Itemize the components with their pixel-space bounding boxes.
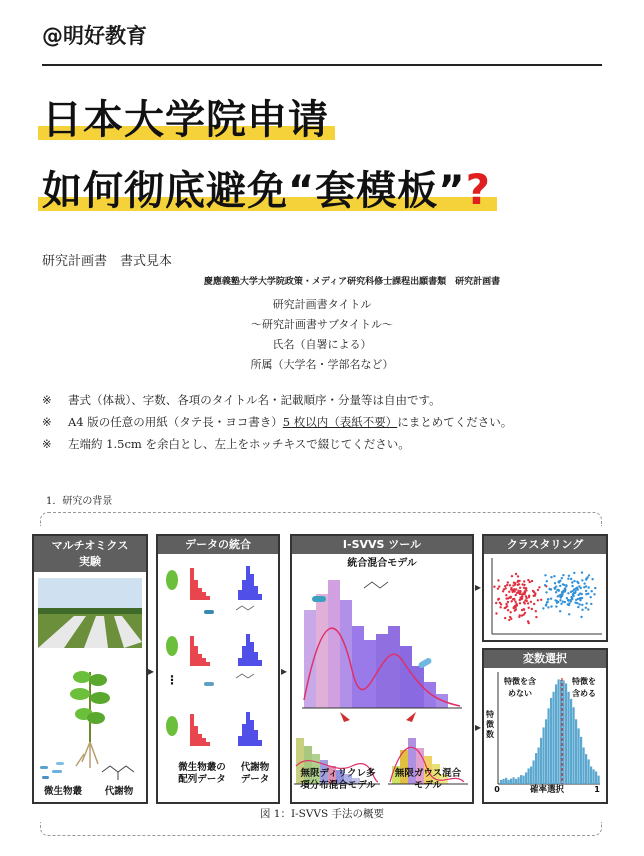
scatter-point [522, 592, 524, 594]
scatter-point [528, 607, 530, 609]
scatter-point [565, 585, 567, 587]
arrow-right-icon: ▸ [475, 580, 482, 594]
scatter-point [506, 584, 508, 586]
scatter-point [546, 580, 548, 582]
scatter-point [509, 597, 511, 599]
scatter-point [562, 601, 564, 603]
scatter-point [517, 592, 519, 594]
scatter-point [570, 578, 572, 580]
dashed-frame-bottom [40, 822, 602, 836]
scatter-point [547, 598, 549, 600]
scatter-point [519, 587, 521, 589]
cluster-scatter [484, 554, 606, 640]
panel-variable-selection-header: 変数選択 [484, 650, 606, 668]
scatter-point [517, 581, 519, 583]
scatter-point [587, 608, 589, 610]
label-microbiome-sequence: 微生物叢の 配列データ [178, 762, 226, 785]
scatter-point [574, 602, 576, 604]
scatter-point [553, 575, 555, 577]
scatter-point [521, 614, 523, 616]
histogram-bar [575, 719, 577, 784]
scatter-point [585, 578, 587, 580]
scatter-point [567, 603, 569, 605]
scatter-point [573, 580, 575, 582]
scatter-point [567, 599, 569, 601]
scatter-point [507, 609, 509, 611]
scatter-point [557, 601, 559, 603]
scatter-point [515, 605, 517, 607]
scatter-point [557, 581, 559, 583]
scatter-point [538, 586, 540, 588]
figure-caption: 図 1：I-SVVS 手法の概要 [259, 808, 385, 820]
note-paper: ※ A4 版の任意の用紙（タテ長・ヨコ書き）5 枚以内（表紙不要）にまとめてください。 [42, 415, 513, 429]
note-format: ※ 書式（体裁）、字数、各項のタイトル名・記載順序・分量等は自由です。 [42, 393, 441, 407]
scatter-point [517, 575, 519, 577]
scatter-point [544, 584, 546, 586]
scatter-point [511, 600, 513, 602]
scatter-point [553, 587, 555, 589]
scatter-point [572, 595, 574, 597]
blue-cluster [542, 571, 596, 618]
scatter-point [518, 583, 520, 585]
scatter-point [526, 597, 528, 599]
headline-line-2: 如何彻底避免“套模板”? [42, 164, 491, 217]
scatter-point [508, 591, 510, 593]
label-metabolites: 代謝物 [104, 786, 134, 797]
scatter-point [515, 608, 517, 610]
x-axis-label: 確率選択 [529, 785, 564, 795]
scatter-point [513, 607, 515, 609]
arrow-right-icon: ▸ [281, 664, 288, 678]
scatter-point [505, 597, 507, 599]
scatter-point [554, 599, 556, 601]
header-divider [42, 64, 602, 66]
scatter-point [500, 603, 502, 605]
scatter-point [524, 612, 526, 614]
scatter-point [508, 619, 510, 621]
field-photo [38, 578, 142, 648]
scatter-point [561, 592, 563, 594]
scatter-point [581, 571, 583, 573]
scatter-point [528, 596, 530, 598]
scatter-point [519, 602, 521, 604]
histogram-bar [558, 679, 560, 784]
scatter-point [497, 598, 499, 600]
scatter-point [579, 603, 581, 605]
scatter-point [557, 589, 559, 591]
panel-isvvs-tool [290, 534, 474, 804]
note-binding: ※ 左端約 1.5cm を余白とし、左上をホッチキスで綴じてください。 [42, 437, 410, 451]
scatter-point [531, 608, 533, 610]
histogram-bar [530, 767, 532, 785]
scatter-point [521, 583, 523, 585]
histogram-bar [598, 776, 600, 784]
scatter-point [535, 610, 537, 612]
panel-multiomics [32, 534, 148, 804]
scatter-point [555, 591, 557, 593]
scatter-point [547, 606, 549, 608]
scatter-point [560, 603, 562, 605]
red-histograms [190, 568, 210, 746]
red-arrows [340, 712, 416, 722]
scatter-point [581, 609, 583, 611]
scatter-point [590, 596, 592, 598]
histogram-bar [590, 767, 592, 785]
panel-isvvs-header: I-SVVS ツール [292, 536, 472, 554]
histogram-bar [508, 780, 510, 784]
scatter-point [583, 582, 585, 584]
histogram-bar [533, 760, 535, 784]
arrow-right-icon: ▸ [475, 720, 482, 734]
scatter-point [523, 587, 525, 589]
histogram-bar [505, 778, 507, 784]
scatter-point [578, 585, 580, 587]
histogram-bar [555, 684, 557, 784]
plan-subtitle: 〜研究計画書サブタイトル〜 [250, 318, 393, 331]
integration-histograms [158, 554, 278, 754]
scatter-point [561, 577, 563, 579]
scatter-point [523, 601, 525, 603]
scatter-point [550, 576, 552, 578]
histogram-bar [550, 698, 552, 784]
scatter-point [567, 578, 569, 580]
label-gaussian-model: 無限ガウス混合 モデル [394, 768, 462, 791]
scatter-point [574, 592, 576, 594]
scatter-point [521, 609, 523, 611]
arrow-right-icon: ▸ [148, 664, 155, 678]
histogram-bar [528, 768, 530, 784]
question-mark-icon: ? [465, 165, 491, 214]
scatter-point [531, 580, 533, 582]
scatter-point [518, 616, 520, 618]
microbe-icons [40, 762, 64, 779]
scatter-point [493, 586, 495, 588]
scatter-point [503, 588, 505, 590]
histogram-bar [538, 748, 540, 785]
histogram-bar [580, 737, 582, 784]
scatter-point [510, 611, 512, 613]
histogram-bar [548, 708, 550, 784]
scatter-point [562, 574, 564, 576]
scatter-point [497, 588, 499, 590]
scatter-point [524, 599, 526, 601]
scatter-point [499, 606, 501, 608]
applicant-name: 氏名（自署による） [272, 338, 372, 351]
histogram-bar [540, 738, 542, 784]
histogram-bar [513, 777, 515, 784]
scatter-point [537, 599, 539, 601]
scatter-point [588, 574, 590, 576]
scatter-point [585, 602, 587, 604]
histogram-bar [583, 748, 585, 785]
scatter-point [495, 612, 497, 614]
metabolite-structure [102, 766, 134, 780]
scatter-point [591, 590, 593, 592]
scatter-point [559, 599, 561, 601]
x-axis-min: 0 [494, 785, 500, 794]
scatter-point [515, 594, 517, 596]
document-title: 研究計画書 書式見本 [42, 254, 173, 269]
scatter-point [550, 605, 552, 607]
scatter-point [568, 613, 570, 615]
histogram-bar [578, 728, 580, 784]
scatter-point [497, 579, 499, 581]
multiomics-illustration [34, 572, 146, 804]
y-axis-label: 特徴数 [486, 710, 494, 739]
histogram-bar [510, 779, 512, 784]
scatter-point [581, 604, 583, 606]
scatter-point [559, 610, 561, 612]
histogram-bar [553, 692, 555, 784]
panel-clustering [482, 534, 608, 642]
note-included-features: 特徴を 含める [572, 677, 596, 698]
scatter-point [554, 582, 556, 584]
label-metabolite-data: 代謝物 データ [240, 762, 270, 785]
scatter-point [498, 585, 500, 587]
scatter-point [495, 602, 497, 604]
label-microbiome: 微生物叢 [43, 786, 82, 797]
scatter-point [591, 578, 593, 580]
scatter-point [559, 585, 561, 587]
scatter-point [513, 590, 515, 592]
panel-data-integration-header: データの統合 [158, 536, 278, 554]
scatter-point [523, 580, 525, 582]
scatter-point [527, 602, 529, 604]
ellipsis: ⋮ [166, 673, 178, 687]
bacteria-mini-icons [204, 610, 214, 686]
scatter-point [527, 579, 529, 581]
scatter-point [581, 579, 583, 581]
histogram-bar [525, 772, 527, 784]
scatter-point [579, 598, 581, 600]
scatter-point [544, 574, 546, 576]
scatter-point [583, 586, 585, 588]
scatter-point [545, 591, 547, 593]
scatter-point [504, 617, 506, 619]
scatter-point [585, 593, 587, 595]
headline-line-1: 日本大学院申请 [42, 94, 329, 146]
plant-mini-icons [166, 570, 178, 736]
scatter-point [585, 590, 587, 592]
histogram-bar [535, 753, 537, 784]
histogram-bar [573, 707, 575, 784]
scatter-point [507, 601, 509, 603]
histogram-bar [568, 692, 570, 784]
scatter-point [527, 620, 529, 622]
scatter-point [521, 598, 523, 600]
scatter-point [567, 592, 569, 594]
scatter-point [506, 605, 508, 607]
scatter-point [550, 598, 552, 600]
histogram-bar [518, 777, 520, 784]
scatter-point [573, 572, 575, 574]
panel-clustering-header: クラスタリング [484, 536, 606, 554]
scatter-point [576, 581, 578, 583]
scatter-point [586, 576, 588, 578]
scatter-point [577, 594, 579, 596]
section-title: 1．研究の背景 [46, 496, 113, 507]
histogram-bar [545, 719, 547, 784]
note-excluded-features: 特徴を含 めない [504, 677, 536, 698]
scatter-point [504, 585, 506, 587]
scatter-point [510, 618, 512, 620]
mixture-model-chart [292, 570, 472, 800]
scatter-point [577, 588, 579, 590]
scatter-point [513, 598, 515, 600]
scatter-point [575, 599, 577, 601]
scatter-point [534, 594, 536, 596]
scatter-point [557, 595, 559, 597]
panel-multiomics-header: マルチオミクス 実験 [34, 536, 146, 572]
document-header-line: 慶應義塾大学大学院政策・メディア研究科修士課程出願書類 研究計画書 [203, 277, 501, 287]
scatter-point [505, 594, 507, 596]
scatter-point [568, 575, 570, 577]
scatter-point [533, 603, 535, 605]
histogram-bar [570, 699, 572, 784]
histogram-bar [593, 769, 595, 784]
panel-variable-selection [482, 648, 608, 804]
histogram-bar [520, 775, 522, 784]
blue-histograms [238, 566, 262, 746]
plant-illustration [70, 671, 110, 768]
scatter-point [514, 601, 516, 603]
scatter-point [546, 601, 548, 603]
main-histogram [302, 580, 462, 708]
scatter-point [563, 589, 565, 591]
label-dirichlet-model: 無限ディリクレ多 項分布混合モデル [300, 768, 376, 791]
scatter-point [525, 587, 527, 589]
histogram-bar [585, 754, 587, 784]
scatter-point [515, 573, 517, 575]
scatter-point [550, 588, 552, 590]
red-cluster [493, 573, 547, 625]
scatter-point [571, 581, 573, 583]
histogram-bar [523, 776, 525, 784]
scatter-point [542, 607, 544, 609]
dashed-frame-top [40, 512, 602, 526]
scatter-point [532, 590, 534, 592]
scatter-point [530, 601, 532, 603]
scatter-point [540, 599, 542, 601]
scatter-point [585, 607, 587, 609]
scatter-point [555, 605, 557, 607]
scatter-point [570, 591, 572, 593]
histogram-bar [595, 771, 597, 784]
scatter-point [590, 603, 592, 605]
scatter-point [580, 616, 582, 618]
scatter-point [505, 603, 507, 605]
account-handle: @明好教育 [42, 24, 147, 48]
scatter-point [511, 575, 513, 577]
scatter-point [512, 584, 514, 586]
histogram-bar [588, 759, 590, 784]
plan-title: 研究計画書タイトル [272, 298, 372, 311]
histogram-bar [543, 727, 545, 784]
scatter-point [524, 590, 526, 592]
scatter-point [563, 584, 565, 586]
scatter-point [510, 588, 512, 590]
panel-data-integration [156, 534, 280, 804]
scatter-point [535, 616, 537, 618]
scatter-point [593, 593, 595, 595]
integrated-mixture-title: 統合混合モデル [347, 558, 417, 569]
scatter-point [594, 587, 596, 589]
scatter-point [581, 593, 583, 595]
x-axis-max: 1 [594, 785, 600, 794]
scatter-point [569, 599, 571, 601]
scatter-point [509, 584, 511, 586]
scatter-point [537, 589, 539, 591]
scatter-point [588, 586, 590, 588]
histogram-bar [503, 779, 505, 784]
scatter-point [545, 604, 547, 606]
scatter-point [571, 585, 573, 587]
scatter-point [507, 581, 509, 583]
scatter-point [577, 606, 579, 608]
scatter-point [529, 581, 531, 583]
applicant-affiliation: 所属（大学名・学部名など） [250, 358, 394, 371]
